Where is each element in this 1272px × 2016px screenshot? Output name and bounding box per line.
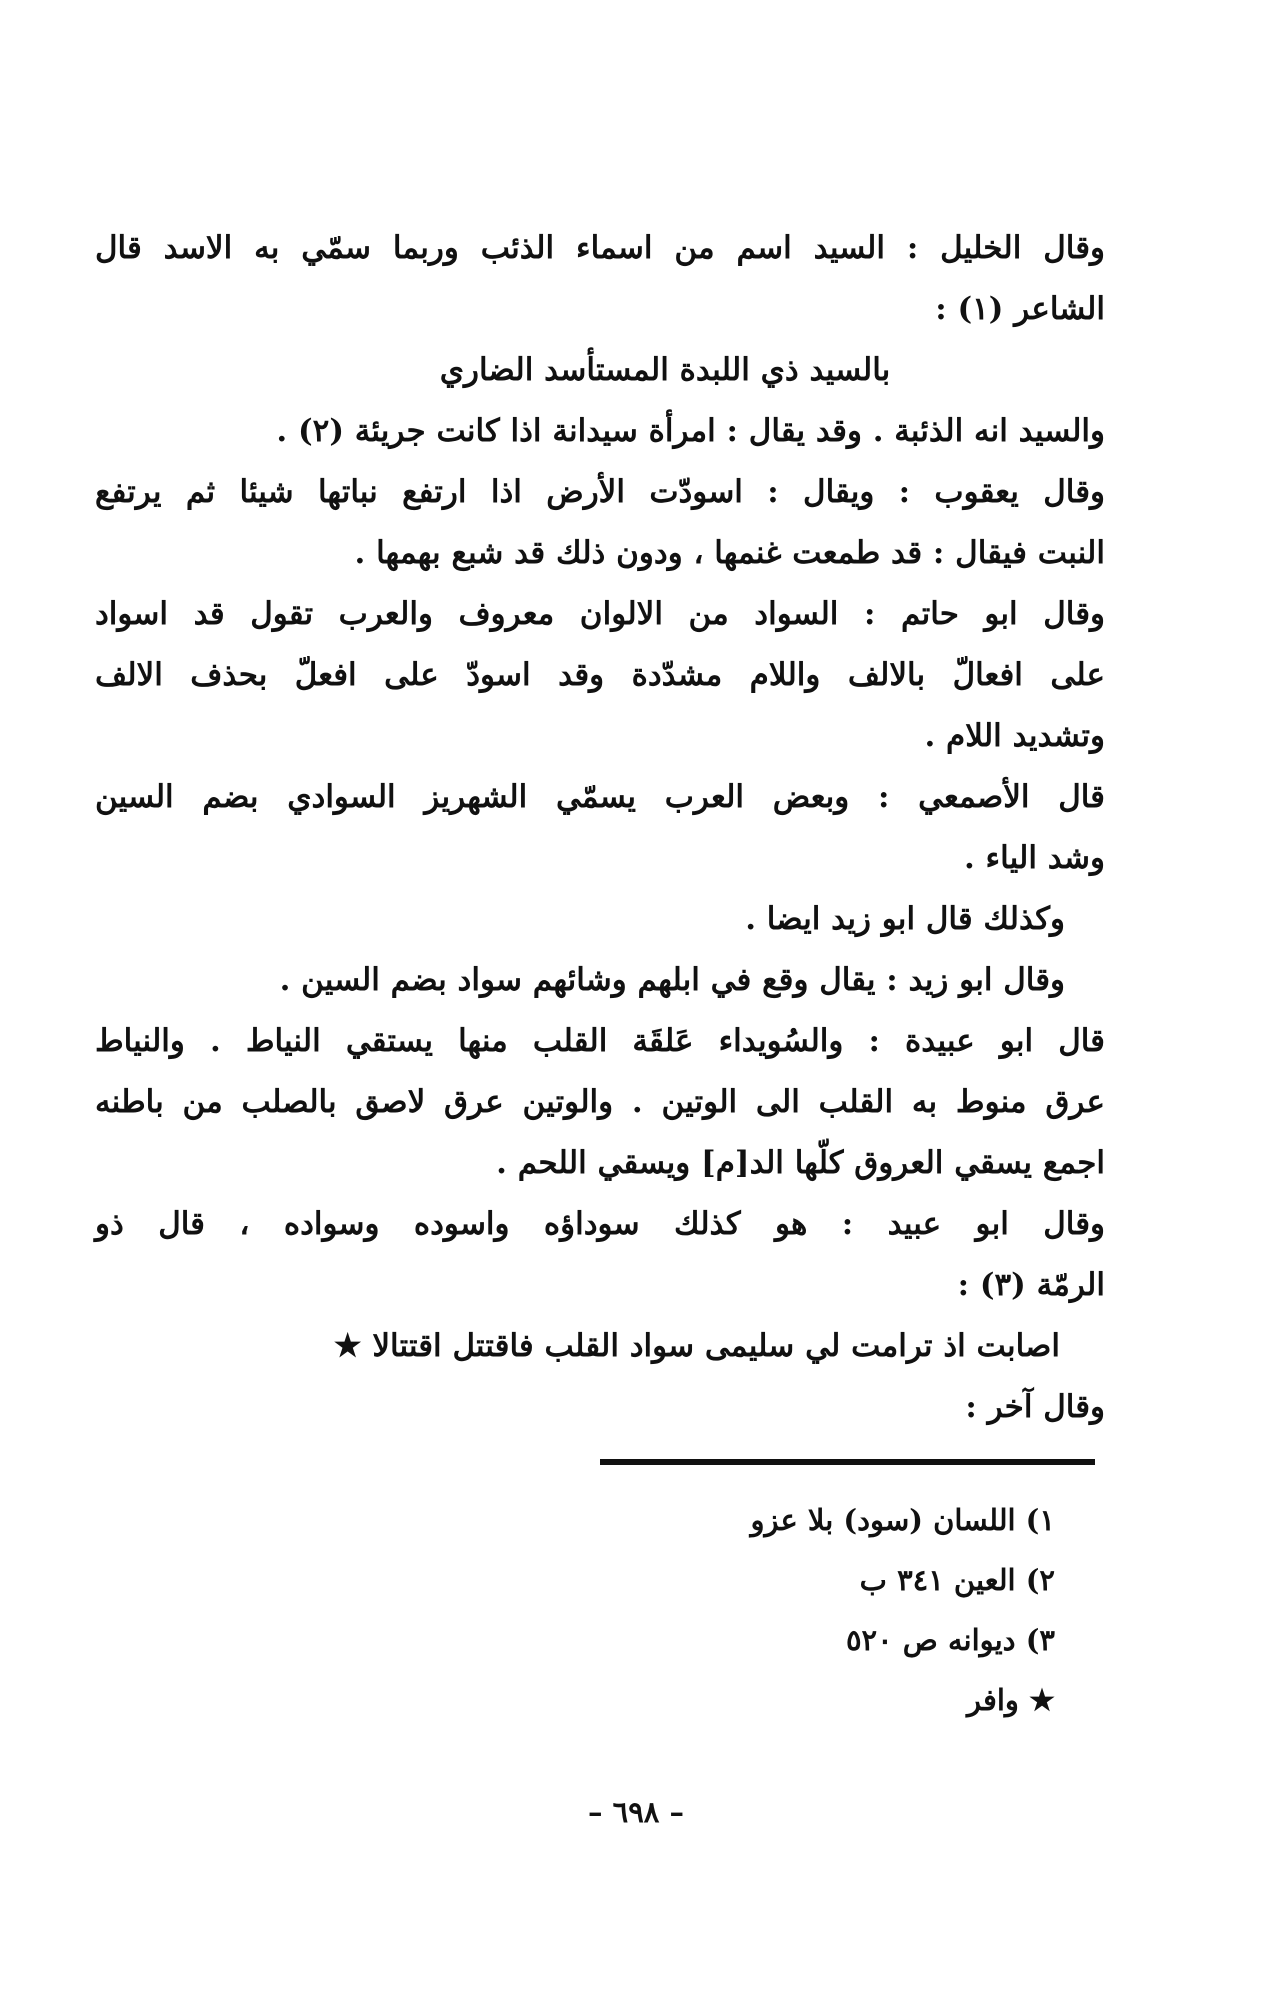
page-number: – ٦٩٨ – (588, 1795, 684, 1829)
text-line-11: وشد الياء . (963, 840, 1105, 876)
footnote-meter: ★ وافر (966, 1683, 1055, 1717)
text-line-1: وقال الخليل : السيد اسم من اسماء الذئب وربما سمّي به الاسد قال (95, 230, 1105, 266)
text-line-10: قال الأصمعي : وبعض العرب يسمّي الشهريز السوادي بضم السين (95, 779, 1105, 815)
text-line-8: على افعالّ بالالف واللام مشدّدة وقد اسودّ على افعلّ بحذف الالف (95, 657, 1105, 693)
footnote-3: ٣) ديوانه ص ٥٢٠ (845, 1623, 1055, 1657)
text-line-16: اجمع يسقي العروق كلّها الد[م] ويسقي اللحم . (496, 1145, 1105, 1181)
text-line-18: الرمّة (٣) : (957, 1267, 1105, 1303)
text-line-15: عرق منوط به القلب الى الوتين . والوتين عرق لاصق بالصلب من باطنه (95, 1084, 1105, 1120)
footnotes (600, 1490, 1055, 1730)
text-line-20: وقال آخر : (965, 1389, 1105, 1425)
verse-line-1: بالسيد ذي اللبدة المستأسد الضاري (439, 352, 891, 388)
footnote-2: ٢) العين ٣٤١ ب (859, 1563, 1055, 1597)
text-line-4: والسيد انه الذئبة . وقد يقال : امرأة سيدانة اذا كانت جريئة (٢) . (276, 413, 1105, 449)
text-line-6: النبت فيقال : قد طمعت غنمها ، ودون ذلك قد شبع بهمها . (354, 535, 1105, 571)
text-line-12: وكذلك قال ابو زيد ايضا . (745, 901, 1065, 937)
text-line-7: وقال ابو حاتم : السواد من الالوان معروف والعرب تقول قد اسواد (95, 596, 1105, 632)
text-line-13: وقال ابو زيد : يقال وقع في ابلهم وشائهم سواد بضم السين . (279, 962, 1065, 998)
main-text-block (95, 218, 1105, 1438)
text-line-2: الشاعر (١) : (935, 291, 1105, 327)
text-line-17: وقال ابو عبيد : هو كذلك سوداؤه واسوده وسواده ، قال ذو (95, 1206, 1105, 1242)
footnote-separator (600, 1459, 1095, 1465)
text-line-5: وقال يعقوب : ويقال : اسودّت الأرض اذا ارتفع نباتها شيئا ثم يرتفع (95, 474, 1105, 510)
text-line-9: وتشديد اللام . (924, 718, 1105, 754)
text-line-14: قال ابو عبيدة : والسُويداء عَلقَة القلب منها يستقي النياط . والنياط (95, 1023, 1105, 1059)
verse-line-2: اصابت اذ ترامت لي سليمى سواد القلب فاقتتل اقتتالا ★ (333, 1328, 1060, 1364)
footnote-1: ١) اللسان (سود) بلا عزو (750, 1503, 1055, 1537)
